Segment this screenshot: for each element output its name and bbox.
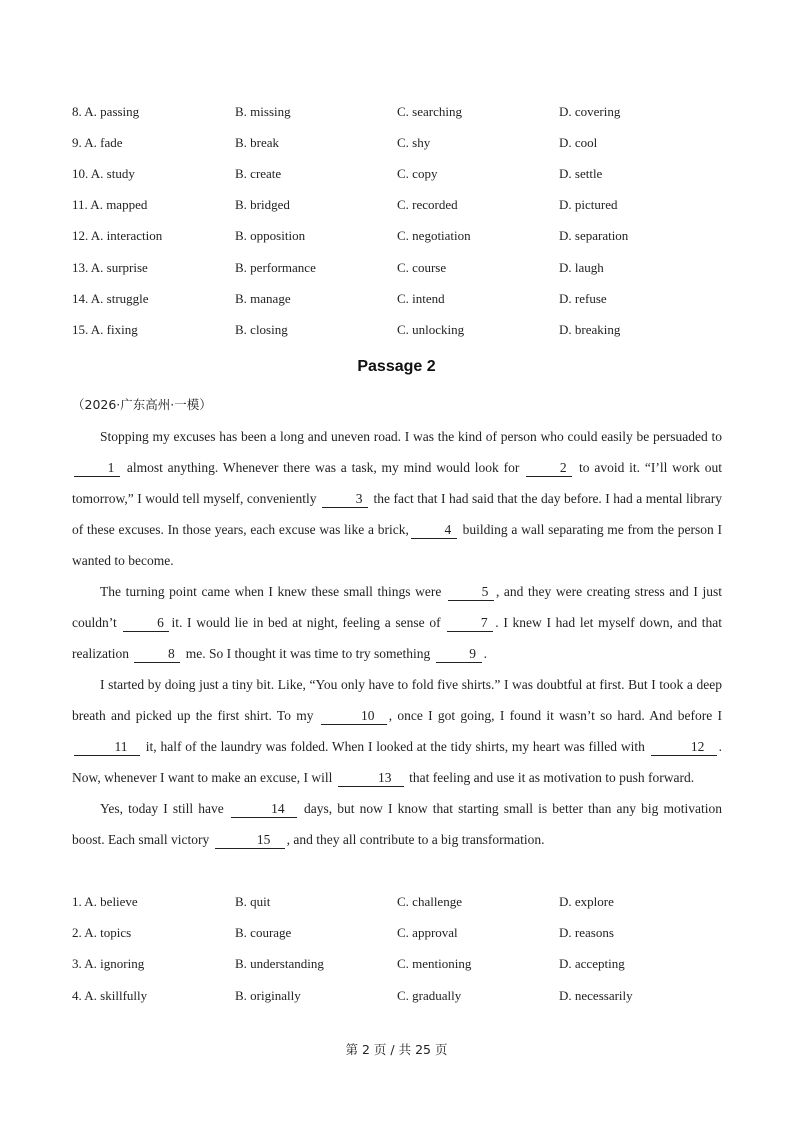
option-c: C. challenge [397,894,462,909]
blank-11[interactable]: 11 [74,739,140,756]
option-a: 3. A. ignoring [72,956,145,971]
text-segment: building a wall separating me from the person I wanted to become. [72,522,722,568]
option-b: B. bridged [235,197,290,212]
text-segment: I started by doing just a tiny bit. Like, “You only have to fold five shirts.” I was doubtful at first. But I took a deep breath and picked up the first shirt. To my [72,677,722,723]
option-a: 10. A. study [72,166,135,181]
blank-6[interactable]: 6 [123,615,169,632]
blank-3[interactable]: 3 [322,491,368,508]
blank-7[interactable]: 7 [447,615,493,632]
option-b: B. opposition [235,228,306,243]
option-d: D. necessarily [559,988,633,1003]
option-row-11 [72,197,732,217]
text-segment: to avoid it. “I’ll work out tomorrow,” I would tell myself, conveniently [72,460,723,506]
option-a: 11. A. mapped [72,197,148,212]
option-row-15 [72,322,732,342]
option-c: C. unlocking [397,322,465,337]
text-segment: The turning point came when I knew these small things were [100,584,446,599]
text-segment: the fact that I had said that the day before. I had a mental library of these excuses. In those years, each excuse was like a brick, [72,491,722,537]
blank-9[interactable]: 9 [436,646,482,663]
option-c: C. mentioning [397,956,472,971]
blank-8[interactable]: 8 [134,646,180,663]
paragraph-4 [72,793,722,855]
option-row-9 [72,135,732,155]
text-segment: . I knew I had let myself down, and that realization [72,615,723,661]
option-c: C. shy [397,135,431,150]
option-row-1 [72,894,732,914]
option-a: 4. A. skillfully [72,988,148,1003]
option-row-4 [72,988,732,1008]
option-a: 13. A. surprise [72,260,148,275]
option-c: C. gradually [397,988,462,1003]
option-b: B. courage [235,925,292,940]
option-b: B. break [235,135,280,150]
option-d: D. laugh [559,260,604,275]
blank-5[interactable]: 5 [448,584,494,601]
option-d: D. explore [559,894,614,909]
option-d: D. covering [559,104,621,119]
page-footer: 第 2 页 / 共 25 页 [345,1042,448,1057]
option-a: 1. A. believe [72,894,138,909]
option-row-12 [72,228,732,248]
option-a: 15. A. fixing [72,322,138,337]
text-segment: , and they all contribute to a big transformation. [286,832,545,847]
text-segment: Yes, today I still have [100,801,229,816]
blank-1[interactable]: 1 [74,460,120,477]
option-a: 8. A. passing [72,104,140,119]
option-row-14 [72,291,732,311]
option-b: B. understanding [235,956,324,971]
text-segment: me. So I thought it was time to try something [182,646,434,661]
option-row-2 [72,925,732,945]
option-c: C. searching [397,104,462,119]
text-segment: almost anything. Whenever there was a task, my mind would look for [122,460,525,475]
option-b: B. missing [235,104,291,119]
blank-15[interactable]: 15 [215,832,285,849]
option-a: 2. A. topics [72,925,132,940]
text-segment: , once I got going, I found it wasn’t so hard. And before I [388,708,723,723]
option-row-10 [72,166,732,186]
text-segment: it, half of the laundry was folded. When I looked at the tidy shirts, my heart was filled with [142,739,649,754]
paragraph-1 [72,421,722,576]
text-segment: . [483,646,487,661]
option-c: C. negotiation [397,228,471,243]
paragraph-2 [72,576,722,669]
text-segment: , and they were creating stress and I just couldn’t [72,584,722,630]
option-d: D. refuse [559,291,607,306]
option-row-3 [72,956,732,976]
option-d: D. breaking [559,322,621,337]
option-b: B. closing [235,322,288,337]
text-segment: Stopping my excuses has been a long and uneven road. I was the kind of person who could easily be persuaded to [100,429,722,444]
option-d: D. pictured [559,197,618,212]
blank-2[interactable]: 2 [526,460,572,477]
passage-title: Passage 2 [357,358,436,375]
text-segment: that feeling and use it as motivation to push forward. [405,770,695,785]
option-c: C. recorded [397,197,458,212]
option-a: 14. A. struggle [72,291,149,306]
blank-14[interactable]: 14 [231,801,297,818]
option-c: C. copy [397,166,438,181]
option-d: D. separation [559,228,629,243]
text-segment: days, but now I know that starting small is better than any big motivation boost. Each small victory [72,801,722,847]
option-c: C. course [397,260,447,275]
option-d: D. reasons [559,925,614,940]
option-c: C. approval [397,925,458,940]
option-d: D. settle [559,166,603,181]
option-row-8 [72,104,732,124]
option-b: B. quit [235,894,271,909]
option-c: C. intend [397,291,445,306]
option-b: B. performance [235,260,316,275]
option-row-13 [72,260,732,280]
option-a: 12. A. interaction [72,228,163,243]
option-a: 9. A. fade [72,135,123,150]
blank-10[interactable]: 10 [321,708,387,725]
passage-source: （2026·广东高州·一模） [72,397,212,412]
option-d: D. cool [559,135,598,150]
passage-body [72,421,722,855]
option-b: B. manage [235,291,291,306]
text-segment: it. I would lie in bed at night, feeling a sense of [171,615,446,630]
option-b: B. create [235,166,282,181]
paragraph-3 [72,669,722,793]
blank-13[interactable]: 13 [338,770,404,787]
option-d: D. accepting [559,956,625,971]
text-segment: . Now, whenever I want to make an excuse, I will [72,739,722,785]
blank-12[interactable]: 12 [651,739,717,756]
option-b: B. originally [235,988,301,1003]
blank-4[interactable]: 4 [411,522,457,539]
